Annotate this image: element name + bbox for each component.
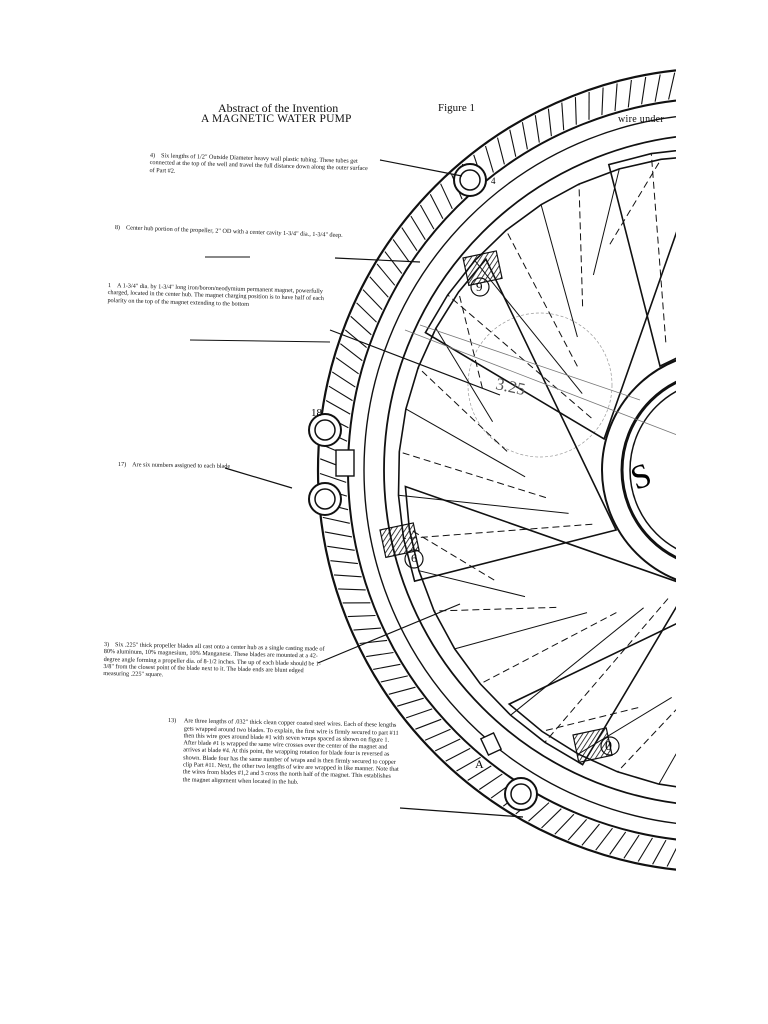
note-number: 17) <box>117 461 127 469</box>
hatch-stroke <box>498 138 505 165</box>
hatch-stroke <box>323 517 350 523</box>
hatch-stroke <box>330 561 358 564</box>
hatch-stroke <box>345 330 366 348</box>
hatch-stroke <box>327 546 354 550</box>
hatch-stroke <box>435 739 460 751</box>
blade-wire-wrap <box>542 708 638 732</box>
hatch-stroke <box>354 628 382 630</box>
hatch-stroke <box>326 401 350 415</box>
propeller-blades <box>380 149 768 792</box>
blade-wire-wrap <box>511 608 644 715</box>
propeller-blade <box>609 149 768 367</box>
hatch-stroke <box>377 264 395 285</box>
hatch-stroke <box>582 824 600 845</box>
hatch-stroke <box>479 774 502 789</box>
hatch-stroke <box>682 71 689 98</box>
hatch-stroke <box>415 719 441 729</box>
hatch-stroke <box>420 205 434 229</box>
blade-wire-wrap <box>399 495 569 513</box>
note-number: 3) <box>103 641 110 649</box>
blade-wire-wrap <box>459 292 483 388</box>
blade-wire-wrap <box>436 328 493 421</box>
blade-wire-wrap <box>692 149 738 296</box>
plastic-tube <box>309 483 341 515</box>
tube-track-ring <box>364 114 768 826</box>
blade-wire-wrap <box>406 409 525 477</box>
hatch-stroke <box>363 290 382 310</box>
blade-wire-wrap <box>651 154 666 343</box>
hatch-stroke <box>425 729 450 740</box>
dimension-line <box>405 330 690 440</box>
hatch-stroke <box>562 103 564 131</box>
hatch-stroke <box>441 184 453 209</box>
blade-wire-wrap <box>593 169 619 275</box>
blade-wire-wrap <box>713 156 768 275</box>
hatch-stroke <box>360 640 388 643</box>
figure-label: Figure 1 <box>438 102 475 114</box>
blade-number-9: 9 <box>476 279 483 294</box>
part-label-A: A <box>475 757 484 771</box>
hatch-stroke <box>638 838 652 862</box>
dimension-line <box>420 325 640 400</box>
note-underline <box>190 340 330 342</box>
hatch-stroke <box>628 80 631 108</box>
hatch-stroke <box>411 216 425 240</box>
hatch-stroke <box>393 239 409 262</box>
plastic-tube <box>505 778 537 810</box>
hatch-stroke <box>568 819 586 840</box>
hatch-stroke <box>486 146 494 173</box>
hatch-stroke <box>397 698 424 706</box>
note-number: 8) <box>114 224 121 232</box>
magnet-ring <box>630 380 768 560</box>
propeller-blade <box>399 259 617 581</box>
hatch-stroke <box>325 532 352 537</box>
hub-outer-ring <box>602 352 768 588</box>
hatch-stroke <box>338 589 366 590</box>
invention-title: Abstract of the Invention <box>218 101 339 115</box>
hatch-stroke <box>446 748 471 761</box>
hatch-stroke <box>642 77 646 104</box>
hatch-stroke <box>357 303 377 322</box>
wire-under-label: wire under <box>618 114 665 125</box>
housing-inner-ring <box>348 98 768 842</box>
copper-clip <box>336 450 354 476</box>
hatch-stroke <box>370 277 389 298</box>
hatch-stroke <box>615 83 617 111</box>
leader-note-4 <box>380 160 462 176</box>
hatch-stroke <box>610 832 626 855</box>
tube-label-4: 4 <box>491 176 496 186</box>
hatch-stroke <box>548 109 551 137</box>
blade-wire-wrap <box>677 149 695 319</box>
blade-wire-wrap <box>419 571 525 597</box>
blade-number-0: 0 <box>605 739 612 754</box>
propeller-blade <box>751 175 768 453</box>
hatch-stroke <box>653 840 666 864</box>
tube-outer-wall <box>505 778 537 810</box>
hatch-stroke <box>340 344 362 361</box>
note-text: Six .225" thick propeller blades all cast onto a center hub as a single casting made of 80% aluminum, 10% magnesium, 10% Manganese. These blades are mounted at a 42-degree angle forming a propeller dia. of 8-1/2 inches. The up of each blade should be 1-3/8" from the closest point of the blade next to it. The blade ends are blunt edged measuring .225" square. <box>103 641 325 679</box>
blade-wire-wrap <box>545 599 668 743</box>
blade-wire-wrap <box>434 607 556 611</box>
tube-outer-wall <box>454 164 486 196</box>
hatch-stroke <box>596 828 613 850</box>
hatch-stroke <box>332 372 355 387</box>
hatch-stroke <box>667 842 680 867</box>
hatch-stroke <box>655 75 660 102</box>
blade-wire-wrap <box>618 683 702 772</box>
hatch-stroke <box>696 70 704 97</box>
blade-wire-wrap <box>399 452 546 498</box>
note-number: 4) <box>149 152 156 160</box>
hatch-stroke <box>385 252 402 274</box>
hatch-stroke <box>682 843 694 868</box>
note-text: Center hub portion of the propeller, 2" OD with a center cavity 1-3/4" dia., 1-3/4" deep. <box>125 224 343 239</box>
blade-wire-wrap <box>702 644 748 791</box>
note-text: Are six numbers assigned to each blade <box>132 461 231 470</box>
hatch-stroke <box>510 130 516 157</box>
hatch-stroke <box>373 664 400 669</box>
note-3-propeller-blades <box>103 641 330 682</box>
hatch-stroke <box>406 709 432 718</box>
blade-wire-wrap <box>739 168 768 257</box>
center-magnet-label: S <box>625 456 657 498</box>
hatch-stroke <box>389 687 416 694</box>
note-number: 13) <box>167 717 177 725</box>
hatch-stroke <box>351 316 372 335</box>
hatch-stroke <box>555 814 574 834</box>
part-label-18: 18 <box>311 407 322 419</box>
hatch-stroke <box>535 115 539 142</box>
blade-wire-wrap <box>579 184 583 306</box>
hatch-stroke <box>522 122 527 149</box>
blade-wire-wrap <box>455 613 587 649</box>
tube-outer-wall <box>309 483 341 515</box>
hatch-stroke <box>430 194 443 219</box>
hatch-stroke <box>348 616 376 617</box>
invention-subtitle: A MAGNETIC WATER PUMP <box>201 113 352 125</box>
blade-number-6: 6 <box>411 551 417 565</box>
note-number: 1 <box>107 282 112 290</box>
note-text: Are three lengths of .032" thick clean copper coated steel wires. Each of these lengths gets wrapped around two blades. To explain, the first wire is firmly secured to part #11 then this wire goes around blade #1 with seven wraps spaced as shown on figure 1. After blade #1 is wrapped the same wire crosses over the center of the magnet and arrives at blade #4. At this point, the wrapping rotation for blade four is reversed as shown. Blade four has the same number of wraps and is then firmly secured to copper clip Part #11. Next, the other two lengths of wire are wrapped in like manner. Note that the wires from blades #1,2 and 3 cross the north half of the magnet. This establishes the magnet alignment when located in the hub. <box>182 717 399 786</box>
blade-wire-wrap <box>541 205 577 337</box>
hatch-stroke <box>602 88 603 116</box>
hatch-stroke <box>381 676 408 682</box>
blade-wire-wrap <box>404 524 593 539</box>
hatch-stroke <box>669 73 675 100</box>
note-text: Six lengths of 1/2" Outside Diameter heavy wall plastic tubing. These tubes get connected at the top of the well and travel the full distance down along the outer surface of Part #2. <box>149 152 368 175</box>
note-text: A 1-3/4" dia. by 1-3/4" long iron/boron/neodymium permanent magnet, powerfully charged, located in the center hub. The magnet charging position is to have half of each polarity on the top of the magnet extending to the bottom <box>107 282 325 308</box>
blade-wire-wrap <box>745 621 763 791</box>
plastic-tubes <box>309 164 537 810</box>
hatch-stroke <box>329 386 353 400</box>
propeller-outer-ring <box>384 134 768 806</box>
hatch-stroke <box>334 575 362 577</box>
hatch-stroke <box>624 835 639 858</box>
hatch-stroke <box>575 97 576 125</box>
hatch-stroke <box>366 653 393 657</box>
note-13-copper-wires <box>167 717 400 788</box>
hatch-stroke <box>402 228 417 251</box>
plastic-tube <box>454 164 486 196</box>
hatch-stroke <box>542 809 562 828</box>
blade-wire-wrap <box>659 665 727 784</box>
hatch-stroke <box>336 358 359 374</box>
dimension-label: 3.25 <box>494 374 528 400</box>
hatch-stroke <box>696 844 707 870</box>
